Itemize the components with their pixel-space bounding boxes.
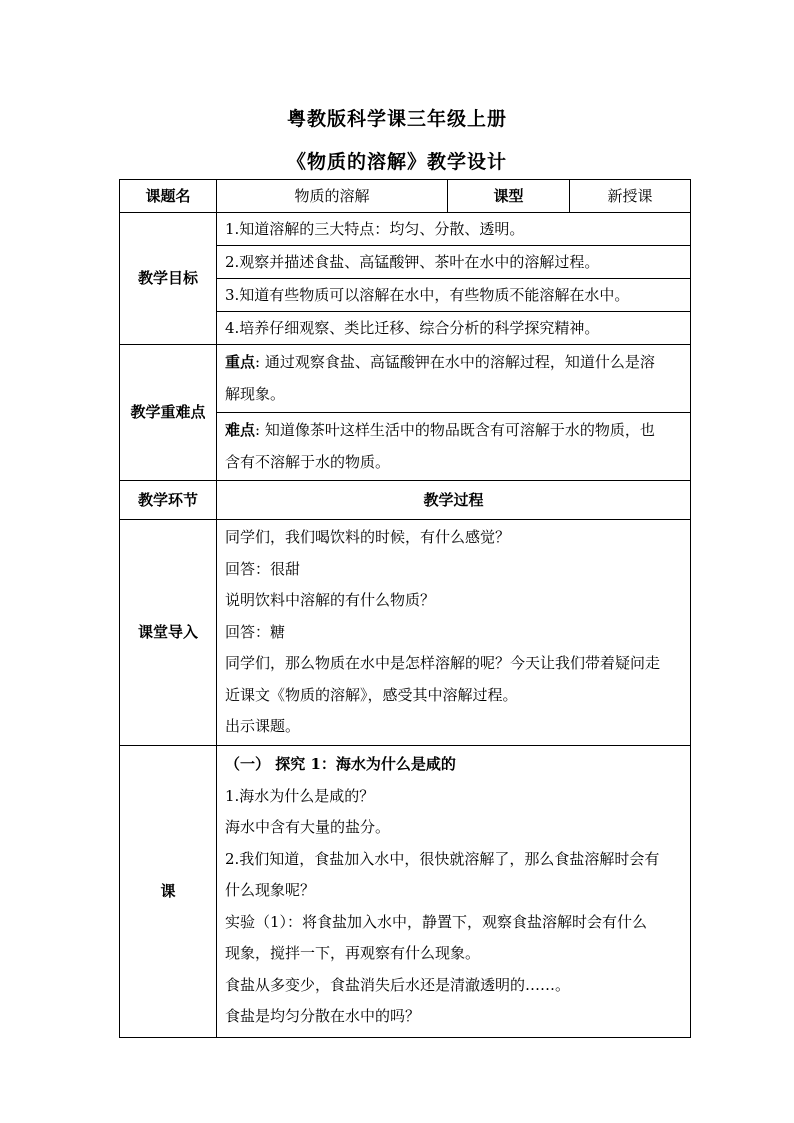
- lesson-line: 食盐是均匀分散在水中的吗？: [225, 1007, 421, 1026]
- key-points-label: 教学重难点: [120, 345, 217, 481]
- topic-row: [120, 180, 691, 213]
- objective-item: 1.知道溶解的三大特点：均匀、分散、透明。: [217, 213, 691, 246]
- lesson-content: [217, 745, 691, 1037]
- intro-line: 说明饮料中溶解的有什么物质？: [225, 591, 436, 609]
- lesson-line: 食盐从多变少，食盐消失后水还是清澈透明的……。: [225, 975, 571, 994]
- key-point-row: [120, 345, 691, 413]
- lesson-line: 什么现象呢？: [225, 881, 316, 900]
- lesson-line: 1.海水为什么是咸的？: [225, 786, 375, 805]
- intro-label: 课堂导入: [120, 520, 217, 746]
- lesson-row: [120, 745, 691, 1037]
- intro-line: 近课文《物质的溶解》，感受其中溶解过程。: [225, 685, 518, 704]
- objective-row: [120, 213, 691, 246]
- intro-content: [217, 520, 691, 746]
- objective-item: 3.知道有些物质可以溶解在水中，有些物质不能溶解在水中。: [217, 279, 691, 312]
- intro-row: [120, 520, 691, 746]
- type-value: 新授课: [570, 180, 691, 213]
- process-label: 教学过程: [217, 481, 691, 520]
- intro-line: 回答：糖: [225, 622, 286, 641]
- difficult-point-cell: [217, 413, 691, 481]
- objectives-label: 教学目标: [120, 213, 217, 345]
- lesson-label: 课: [120, 745, 217, 1037]
- difficult-point-text-cont: 含有不溶解于水的物质。: [225, 452, 391, 471]
- objective-item: 2.观察并描述食盐、高锰酸钾、茶叶在水中的溶解过程。: [217, 246, 691, 279]
- objective-item: 4.培养仔细观察、类比迁移、综合分析的科学探究精神。: [217, 312, 691, 345]
- document-subtitle: 《物质的溶解》教学设计: [286, 151, 507, 173]
- intro-line: 同学们，那么物质在水中是怎样溶解的呢？今天让我们带着疑问走: [225, 654, 661, 672]
- key-point-text: : 通过观察食盐、高锰酸钾在水中的溶解过程，知道什么是溶: [255, 353, 655, 371]
- document-title: 粤教版科学课三年级上册: [286, 108, 507, 130]
- topic-value: 物质的溶解: [217, 180, 448, 213]
- key-point-label: 重点: [225, 353, 256, 371]
- intro-line: 出示课题。: [225, 717, 301, 735]
- topic-label: 课题名: [120, 180, 217, 213]
- process-header-row: [120, 481, 691, 520]
- lesson-heading: （一） 探究 1：海水为什么是咸的: [225, 755, 456, 774]
- intro-line: 同学们，我们喝饮料的时候，有什么感觉？: [225, 528, 511, 546]
- intro-line: 回答：很甜: [225, 559, 301, 578]
- lesson-line: 2.我们知道，食盐加入水中，很快就溶解了，那么食盐溶解时会有: [225, 849, 660, 868]
- lesson-line: 海水中含有大量的盐分。: [225, 818, 391, 837]
- stage-label: 教学环节: [120, 481, 217, 520]
- key-point-cell: [217, 345, 691, 413]
- key-point-text-cont: 解现象。: [225, 384, 286, 403]
- lesson-line: 实验（1）：将食盐加入水中，静置下，观察食盐溶解时会有什么: [225, 912, 648, 931]
- difficult-point-label: 难点: [225, 421, 256, 439]
- difficult-point-text: : 知道像茶叶这样生活中的物品既含有可溶解于水的物质，也: [255, 421, 655, 439]
- type-label: 课型: [448, 180, 570, 213]
- lesson-line: 现象，搅拌一下，再观察有什么现象。: [225, 944, 481, 963]
- lesson-plan-table: [119, 179, 691, 1038]
